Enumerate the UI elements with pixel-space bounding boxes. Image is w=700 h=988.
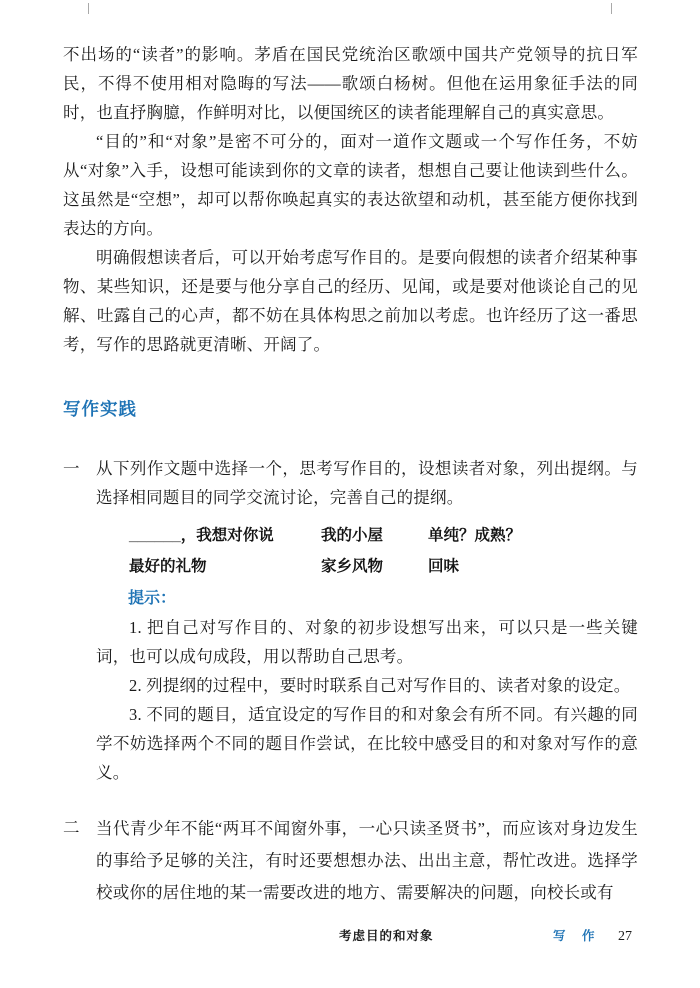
exercise-1-number: 一 [63, 459, 80, 478]
footer-right-group [553, 926, 632, 945]
crop-mark-right [611, 3, 612, 14]
footer-page-number: 27 [618, 929, 632, 944]
hint-2: 2. 列提纲的过程中，要时时联系自己对写作目的、读者对象的设定。 [129, 676, 631, 695]
paragraph-1: 不出场的“读者”的影响。茅盾在国民党统治区歌颂中国共产党领导的抗日军民，不得不使用相对隐晦的写法——歌颂白杨树。但他在运用象征手法的同时，也直抒胸臆，作鲜明对比，以便国统区的读者能理解自己的真实意思。 [63, 45, 638, 122]
hint-3: 3. 不同的题目，适宜设定的写作目的和对象会有所不同。有兴趣的同学不妨选择两个不同的题目作尝试，在比较中感受目的和对象对写作的意义。 [96, 705, 638, 782]
exercise-2-text: 当代青少年不能“两耳不闻窗外事，一心只读圣贤书”，而应该对身边发生的事给予足够的关注，有时还要想想办法、出出主意，帮忙改进。选择学校或你的居住地的某一需要改进的地方、需要解决的问题，向校长或有 [96, 819, 638, 902]
page-footer [63, 926, 638, 946]
topic-item: 回味 [428, 557, 460, 575]
crop-mark-left [88, 3, 89, 14]
topic-row [129, 518, 521, 549]
topic-row [129, 549, 521, 580]
footer-section-label: 写 作 [553, 929, 597, 943]
topic-list [129, 518, 521, 580]
topic-item: 家乡风物 [321, 557, 384, 575]
exercise-1-body [96, 454, 638, 787]
topic-item: 我的小屋 [321, 526, 384, 544]
hint-1: 1. 把自己对写作目的、对象的初步设想写出来，可以只是一些关键词，也可以成句成段，用以帮助自己思考。 [96, 618, 638, 666]
topic-item: ______，我想对你说 [129, 526, 274, 544]
exercise-2-number: 二 [63, 818, 80, 837]
section-heading: 写作实践 [63, 399, 137, 419]
footer-chapter-title: 考虑目的和对象 [339, 929, 434, 943]
exercise-1-text: 从下列作文题中选择一个，思考写作目的，设想读者对象，列出提纲。与选择相同题目的同学交流讨论，完善自己的提纲。 [96, 459, 638, 507]
topic-item: 单纯？成熟？ [428, 526, 522, 544]
exercise-2 [63, 813, 638, 909]
hint-label: 提示： [128, 590, 177, 607]
paragraph-3: 明确假想读者后，可以开始考虑写作目的。是要向假想的读者介绍某种事物、某些知识，还是要与他分享自己的经历、见闻，或是要对他谈论自己的见解、吐露自己的心声，都不妨在具体构思之前加以考虑。也许经历了这一番思考，写作的思路就更清晰、开阔了。 [63, 248, 638, 354]
page-content [63, 40, 638, 909]
topic-item: 最好的礼物 [129, 557, 207, 575]
exercise-1 [63, 454, 638, 787]
exercise-2-body [96, 813, 638, 909]
paragraph-2: “目的”和“对象”是密不可分的，面对一道作文题或一个写作任务，不妨从“对象”入手，设想可能读到你的文章的读者，想想自己要让他读到些什么。这虽然是“空想”，却可以帮你唤起真实的表达欲望和动机，甚至能方便你找到表达的方向。 [63, 132, 638, 238]
